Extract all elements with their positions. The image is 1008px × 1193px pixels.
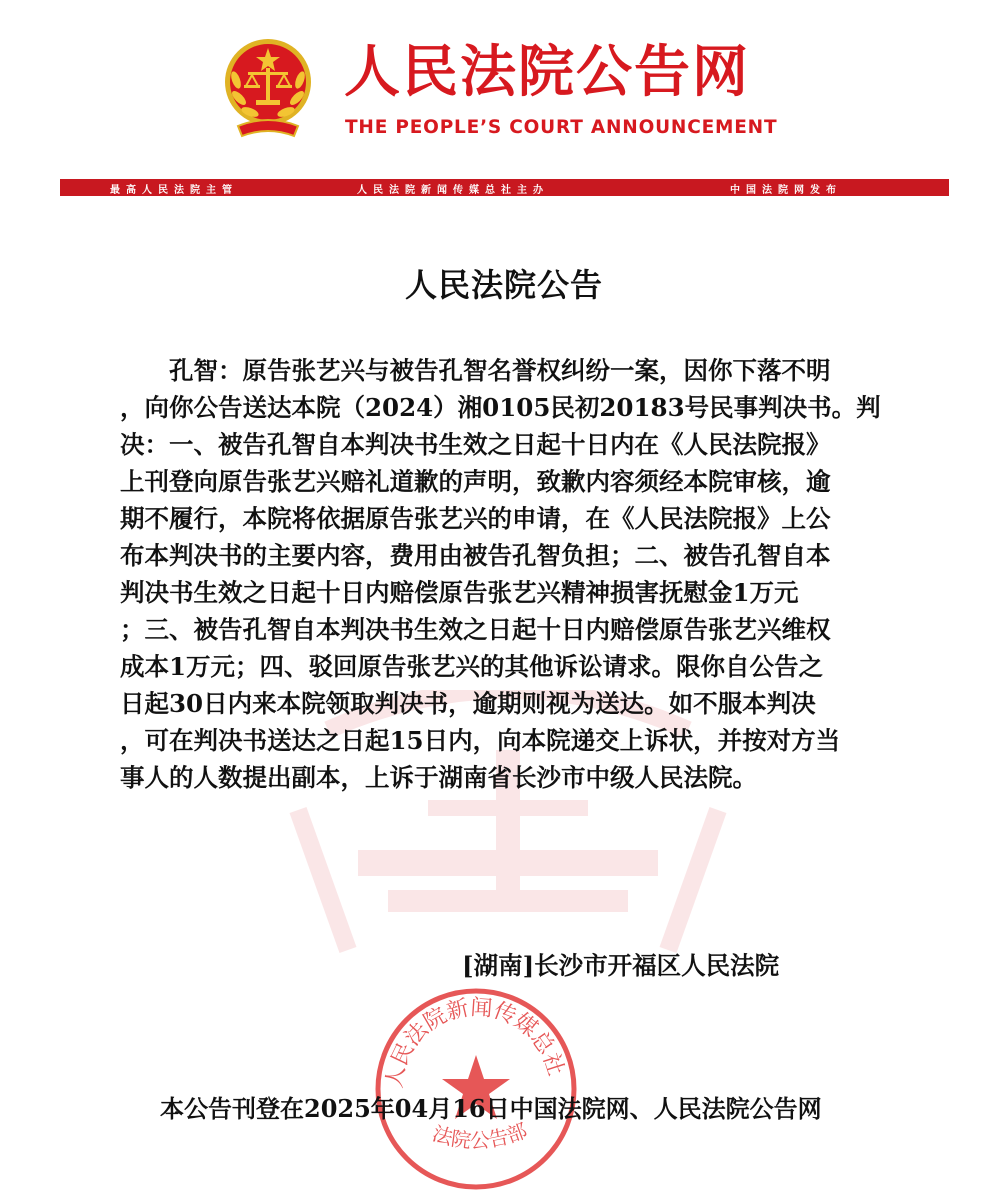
seal-bottom-text: 法院公告部 (429, 1118, 531, 1153)
banner-right-text: 中国法院网发布 (730, 185, 842, 196)
notice-line: 期不履行，本院将依据原告张艺兴的申请，在《人民法院报》上公 (120, 504, 831, 533)
notice-line: 日起30日内来本院领取判决书，逾期则视为送达。如不服本判决 (120, 689, 816, 718)
seal-top-text: 人民法院新闻传媒总社 (382, 995, 568, 1090)
court-signature: [湖南]长沙市开福区人民法院 (462, 951, 780, 980)
notice-line: 判决书生效之日起十日内赔偿原告张艺兴精神损害抚慰金1万元 (120, 578, 799, 607)
header-banner (60, 179, 949, 196)
notice-line: 布本判决书的主要内容，费用由被告孔智负担；二、被告孔智自本 (120, 541, 831, 570)
notice-line: 决：一、被告孔智自本判决书生效之日起十日内在《人民法院报》 (120, 430, 831, 459)
banner-middle-text: 人民法院新闻传媒总社主办 (357, 185, 549, 196)
court-emblem-icon (222, 38, 314, 140)
notice-line: 上刊登向原告张艺兴赔礼道歉的声明，致歉内容须经本院审核，逾 (120, 467, 831, 496)
banner-left-text: 最高人民法院主管 (110, 185, 238, 196)
site-title: 人民法院公告网 (344, 40, 750, 105)
notice-line: 成本1万元；四、驳回原告张艺兴的其他诉讼请求。限你自公告之 (120, 652, 824, 681)
notice-line: 事人的人数提出副本，上诉于湖南省长沙市中级人民法院。 (120, 763, 757, 792)
notice-line: ；三、被告孔智自本判决书生效之日起十日内赔偿原告张艺兴维权 (120, 615, 831, 644)
notice-body (120, 352, 900, 796)
publication-footer: 本公告刊登在2025年04月16日中国法院网、人民法院公告网 (160, 1094, 822, 1123)
notice-title: 人民法院公告 (404, 266, 603, 304)
notice-line: ，向你公告送达本院（2024）湘0105民初20183号民事判决书。判 (120, 393, 881, 422)
notice-line: ，可在判决书送达之日起15日内，向本院递交上诉状，并按对方当 (120, 726, 841, 755)
notice-line: 孔智：原告张艺兴与被告孔智名誉权纠纷一案，因你下落不明 (120, 356, 831, 385)
site-subtitle: THE PEOPLE’S COURT ANNOUNCEMENT (345, 117, 778, 138)
